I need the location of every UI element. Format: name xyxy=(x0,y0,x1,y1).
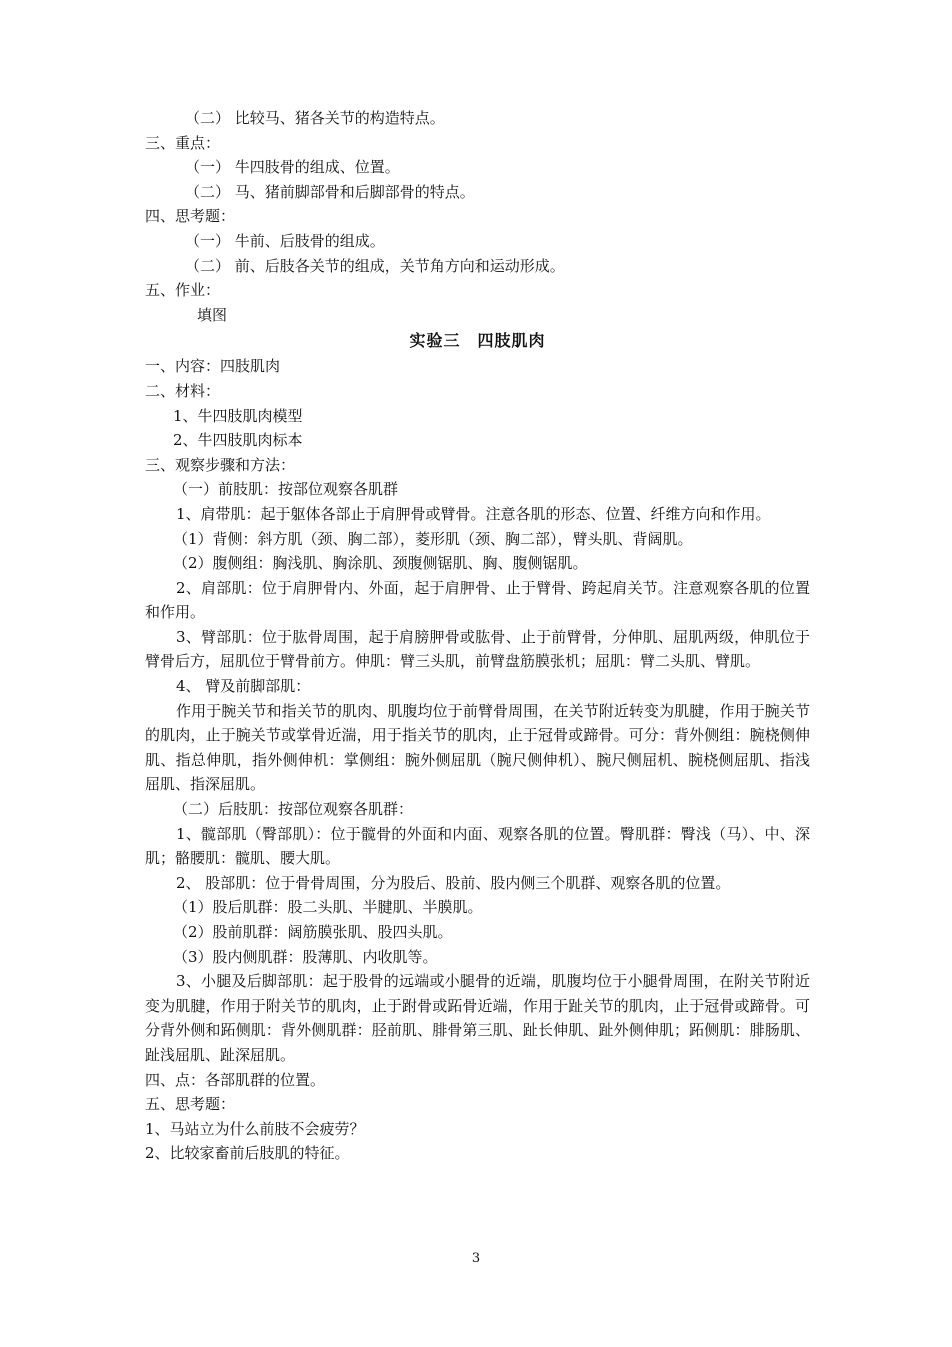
section-heading: 二、材料： xyxy=(145,381,221,400)
paragraph: 3、臂部肌：位于肱骨周围，起于肩膀胛骨或肱骨、止于前臂骨，分伸肌、屈肌两级，伸肌位于臂骨后方，屈肌位于臂骨前方。伸肌：臂三头肌，前臂盘筋膜张机；屈肌：臂二头肌、臂肌。 xyxy=(145,627,810,671)
section-heading: 四、点：各部肌群的位置。 xyxy=(145,1070,326,1089)
question-item: 1、马站立为什么前肢不会疲劳？ xyxy=(145,1119,365,1138)
experiment-title: 实验三 四肢肌肉 xyxy=(409,331,546,351)
paragraph: 1、肩带肌：起于躯体各部止于肩胛骨或臂骨。注意各肌的形态、位置、纤维方向和作用。 xyxy=(176,504,771,523)
text-line: 填图 xyxy=(197,305,228,324)
list-item: （1）股后肌群：股二头肌、半腱肌、半膜肌。 xyxy=(173,898,483,917)
text-line: （二） 前、后肢各关节的组成，关节角方向和运动形成。 xyxy=(185,256,565,275)
list-item: （3）股内侧肌群：股薄肌、内收肌等。 xyxy=(173,947,438,966)
list-item: （1）背侧：斜方肌（颈、胸二部），菱形肌（颈、胸二部），臂头肌、背阔肌。 xyxy=(173,529,693,548)
text-line: （一） 牛前、后肢骨的组成。 xyxy=(185,231,385,250)
text-line: （二） 比较马、猪各关节的构造特点。 xyxy=(185,109,445,127)
list-item: （2）股前肌群：阔筋膜张肌、股四头肌。 xyxy=(173,923,453,941)
section-heading: 四、思考题： xyxy=(145,207,236,226)
section-heading: 一、内容：四肢肌肉 xyxy=(145,357,281,376)
list-item: 2、牛四肢肌肉标本 xyxy=(173,431,303,450)
subsection-heading: （一）前肢肌：按部位观察各肌群 xyxy=(173,480,399,499)
paragraph: 1、髋部肌（臀部肌）：位于髋骨的外面和内面、观察各肌的位置。臀肌群：臀浅（马）、中、深肌；骼腰肌：髋肌、腰大肌。 xyxy=(145,824,810,868)
list-item: 1、牛四肢肌肉模型 xyxy=(173,406,303,425)
paragraph: 作用于腕关节和指关节的肌肉、肌腹均位于前臂骨周围，在关节附近转变为肌腱，作用于腕关节的肌肉，止于腕关节或掌骨近湍，用于指关节的肌肉，止于冠骨或蹄骨。可分：背外侧组：腕桡侧伸肌、指总伸肌，指外侧伸机：掌侧组：腕外侧屈肌（腕尺侧伸机）、腕尺侧屈机、腕桡侧屈肌、指浅屈肌、指深屈肌。 xyxy=(145,701,810,794)
paragraph: 3、小腿及后脚部肌：起于股骨的远端或小腿骨的近端，肌腹均位于小腿骨周围，在附关节附近变为肌腱，作用于附关节的肌肉，止于跗骨或跖骨近端，作用于趾关节的肌肉，止于冠骨或蹄骨。可分背外侧和跖侧肌：背外侧肌群：胫前肌、腓骨第三肌、趾长伸肌、趾外侧伸肌；跖侧肌：腓肠肌、趾浅屈肌、趾深屈肌。 xyxy=(145,972,810,1064)
page-content xyxy=(145,106,810,1166)
paragraph: 2、肩部肌：位于肩胛骨内、外面，起于肩胛骨、止于臂骨、跨起肩关节。注意观察各肌的位置和作用。 xyxy=(145,578,810,622)
section-heading: 三、重点： xyxy=(145,133,221,152)
question-item: 2、比较家畜前后肢肌的特征。 xyxy=(145,1144,350,1163)
text-line: （二） 马、猪前脚部骨和后脚部骨的特点。 xyxy=(185,182,475,201)
section-heading: 五、思考题： xyxy=(145,1095,236,1114)
text-line: （一） 牛四肢骨的组成、位置。 xyxy=(185,158,400,177)
section-heading: 三、观察步骤和方法： xyxy=(145,455,296,474)
paragraph: 4、 臂及前脚部肌： xyxy=(176,677,311,696)
paragraph: 2、 股部肌：位于骨骨周围，分为股后、股前、股内侧三个肌群、观察各肌的位置。 xyxy=(176,873,731,892)
section-heading: 五、作业： xyxy=(145,281,221,300)
page-number: 3 xyxy=(471,1251,481,1266)
list-item: （2）腹侧组：胸浅肌、胸涂肌、颈腹侧锯肌、胸、腹侧锯肌。 xyxy=(173,554,588,573)
subsection-heading: （二）后肢肌：按部位观察各肌群： xyxy=(173,800,414,819)
